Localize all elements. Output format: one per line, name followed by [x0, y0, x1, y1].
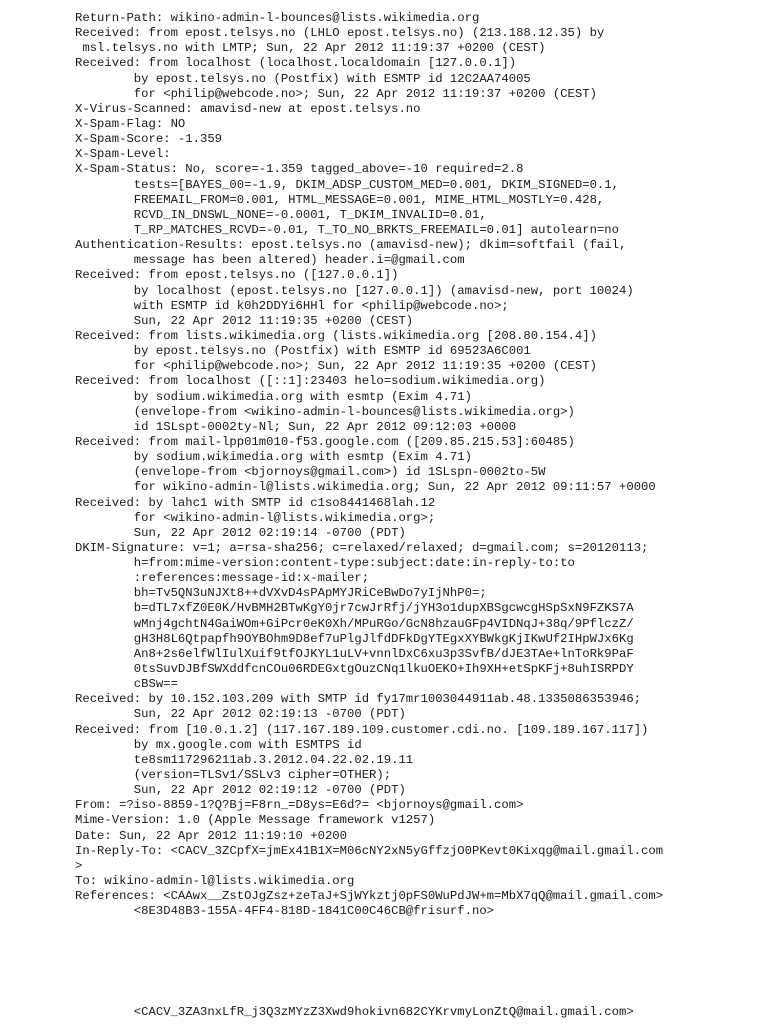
header-line: References: <CAAwx__ZstOJgZsz+zeTaJ+SjWYkztj0pFS0WuPdJW+m=MbX7qQ@mail.gmail.com> [75, 889, 664, 904]
header-line: Sun, 22 Apr 2012 11:19:35 +0200 (CEST) [75, 313, 414, 328]
header-line: message has been altered) header.i=@gmail.com [75, 253, 465, 268]
header-line: Received: from epost.telsys.no ([127.0.0.1]) [75, 268, 399, 283]
header-line: te8sm117296211ab.3.2012.04.22.02.19.11 [75, 752, 414, 767]
header-line: for <philip@webcode.no>; Sun, 22 Apr 2012 11:19:37 +0200 (CEST) [75, 86, 597, 101]
header-line: Received: from lists.wikimedia.org (lists.wikimedia.org [208.80.154.4]) [75, 328, 597, 343]
header-line: X-Spam-Status: No, score=-1.359 tagged_above=-10 required=2.8 [75, 162, 524, 177]
header-line: Mime-Version: 1.0 (Apple Message framework v1257) [75, 813, 436, 828]
header-line: X-Spam-Level: [75, 147, 171, 162]
email-header-document [75, 11, 755, 919]
header-line: Return-Path: wikino-admin-l-bounces@lists.wikimedia.org [75, 11, 480, 25]
header-line: b=dTL7xfZ0E0K/HvBMH2BTwKgY0jr7cwJrRfj/jYH3o1dupXBSgcwcgHSpSxN9FZKS7A [75, 601, 634, 616]
header-line: <8E3D48B3-155A-4FF4-818D-1841C00C46CB@frisurf.no> [75, 904, 495, 919]
header-line: :references:message-id:x-mailer; [75, 571, 370, 586]
header-line: Received: from epost.telsys.no (LHLO epost.telsys.no) (213.188.12.35) by [75, 26, 605, 41]
header-line: (envelope-from <bjornoys@gmail.com>) id 1SLspn-0002to-5W [75, 465, 546, 480]
header-line: by epost.telsys.no (Postfix) with ESMTP id 12C2AA74005 [75, 71, 531, 86]
header-line: Received: from mail-lpp01m010-f53.google.com ([209.85.215.53]:60485) [75, 434, 575, 449]
header-line: FREEMAIL_FROM=0.001, HTML_MESSAGE=0.001, MIME_HTML_MOSTLY=0.428, [75, 192, 605, 207]
header-line: Sun, 22 Apr 2012 02:19:12 -0700 (PDT) [75, 783, 406, 798]
header-line: Sun, 22 Apr 2012 02:19:13 -0700 (PDT) [75, 707, 406, 722]
header-line: DKIM-Signature: v=1; a=rsa-sha256; c=relaxed/relaxed; d=gmail.com; s=20120113; [75, 540, 649, 555]
header-line: > [75, 858, 83, 873]
header-line: (envelope-from <wikino-admin-l-bounces@lists.wikimedia.org>) [75, 404, 575, 419]
header-line: for <wikino-admin-l@lists.wikimedia.org>; [75, 510, 436, 525]
header-line: by mx.google.com with ESMTPS id [75, 737, 362, 752]
header-line: Date: Sun, 22 Apr 2012 11:19:10 +0200 [75, 828, 347, 843]
header-line: Received: by 10.152.103.209 with SMTP id fy17mr1003044911ab.48.1335086353946; [75, 692, 642, 707]
header-line: X-Spam-Score: -1.359 [75, 132, 223, 147]
header-line: To: wikino-admin-l@lists.wikimedia.org [75, 874, 355, 889]
header-line: gH3H8L6Qtpapfh9OYBOhm9D8ef7uPlgJlfdDFkDgYTEgxXYBWkgKjIKwUf2IHpWJx6Kg [75, 631, 634, 646]
header-line: From: =?iso-8859-1?Q?Bj=F8rn_=D8ys=E6d?= <bjornoys@gmail.com> [75, 798, 524, 813]
header-line: for wikino-admin-l@lists.wikimedia.org; Sun, 22 Apr 2012 09:11:57 +0000 [75, 480, 656, 495]
header-line: T_RP_MATCHES_RCVD=-0.01, T_TO_NO_BRKTS_FREEMAIL=0.01] autolearn=no [75, 222, 619, 237]
header-line: Received: from localhost (localhost.localdomain [127.0.0.1]) [75, 56, 517, 71]
header-line: wMnj4gchtN4GaiWOm+GiPcr0eK0Xh/MPuRGo/GcN8hzauGFp4VIDNqJ+38q/9PflczZ/ [75, 616, 634, 631]
header-line: id 1SLspt-0002ty-Nl; Sun, 22 Apr 2012 09:12:03 +0000 [75, 419, 517, 434]
header-line: (version=TLSv1/SSLv3 cipher=OTHER); [75, 768, 392, 783]
header-line: RCVD_IN_DNSWL_NONE=-0.0001, T_DKIM_INVALID=0.01, [75, 207, 487, 222]
header-line: by sodium.wikimedia.org with esmtp (Exim 4.71) [75, 450, 472, 465]
header-line: h=from:mime-version:content-type:subject:date:in-reply-to:to [75, 556, 575, 571]
header-line: Authentication-Results: epost.telsys.no (amavisd-new); dkim=softfail (fail, [75, 238, 627, 253]
header-line: X-Spam-Flag: NO [75, 116, 186, 131]
header-line: for <philip@webcode.no>; Sun, 22 Apr 2012 11:19:35 +0200 (CEST) [75, 359, 597, 374]
header-line: msl.telsys.no with LMTP; Sun, 22 Apr 2012 11:19:37 +0200 (CEST) [75, 41, 546, 56]
references-continuation-line: <CACV_3ZA3nxLfR_j3Q3zMYzZ3Xwd9hokivn682CYKrvmyLonZtQ@mail.gmail.com> [75, 1005, 634, 1019]
header-line: cBSw== [75, 677, 178, 692]
header-line: Received: from localhost ([::1]:23403 helo=sodium.wikimedia.org) [75, 374, 546, 389]
header-line: An8+2s6elfWlIulXuif9tfOJKYL1uLV+vnnlDxC6xu3p3SvfB/dJE3TAe+lnToRk9PaF [75, 646, 634, 661]
header-line: by epost.telsys.no (Postfix) with ESMTP id 69523A6C001 [75, 344, 531, 359]
header-line: tests=[BAYES_00=-1.9, DKIM_ADSP_CUSTOM_MED=0.001, DKIM_SIGNED=0.1, [75, 177, 619, 192]
header-line: bh=Tv5QN3uNJXt8++dVXvD4sPApMYJRiCeBwDo7yIjNhP0=; [75, 586, 487, 601]
header-line: Sun, 22 Apr 2012 02:19:14 -0700 (PDT) [75, 525, 406, 540]
header-line: with ESMTP id k0h2DDYi6HHl for <philip@webcode.no>; [75, 298, 509, 313]
header-line: 0tsSuvDJBfSWXddfcnCOu06RDEGxtgOuzCNq1lkuOEKO+Ih9XH+etSpKFj+8uhISRPDY [75, 662, 634, 677]
header-line: In-Reply-To: <CACV_3ZCpfX=jmEx41B1X=M06cNY2xN5yGffzjO0PKevt0Kixqg@mail.gmail.com [75, 843, 664, 858]
header-line: by localhost (epost.telsys.no [127.0.0.1]) (amavisd-new, port 10024) [75, 283, 634, 298]
header-line: X-Virus-Scanned: amavisd-new at epost.telsys.no [75, 101, 421, 116]
header-line: by sodium.wikimedia.org with esmtp (Exim 4.71) [75, 389, 472, 404]
header-line: Received: by lahc1 with SMTP id c1so8441468lah.12 [75, 495, 436, 510]
header-line: Received: from [10.0.1.2] (117.167.189.109.customer.cdi.no. [109.189.167.117]) [75, 722, 649, 737]
